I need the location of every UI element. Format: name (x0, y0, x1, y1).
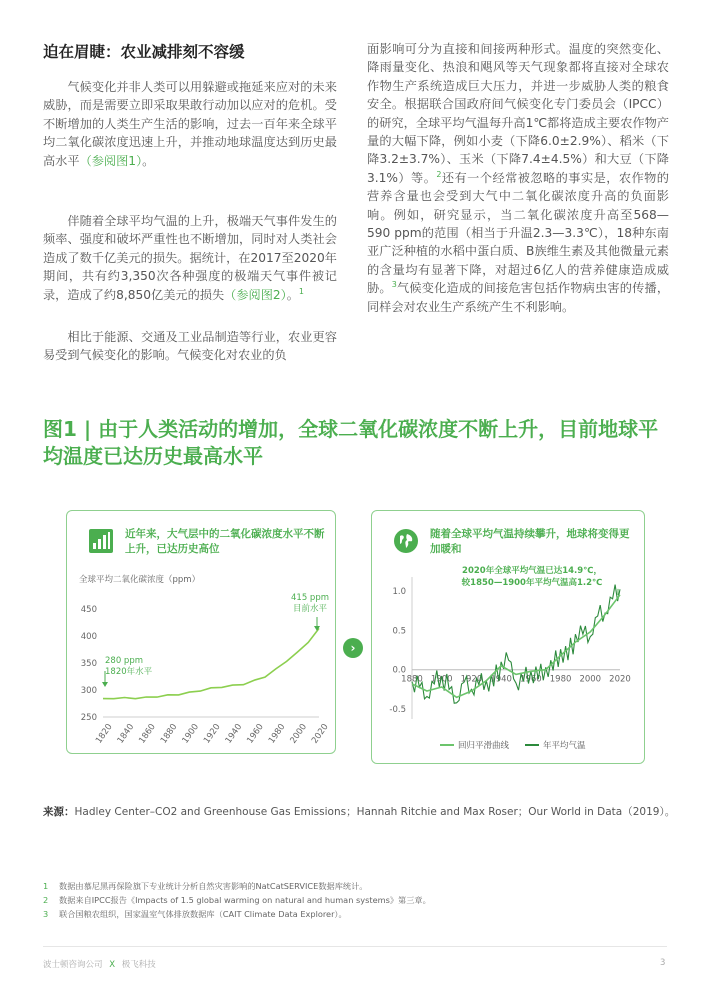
figure-reference-link[interactable]: （参阅图1） (79, 153, 143, 168)
footer-divider (43, 946, 667, 947)
body-paragraph-right: 面影响可分为直接和间接两种形式。温度的突然变化、降雨量变化、热浪和飓风等天气现象都将直接对全球农作物生产系统造成巨大压力，并进一步威胁人类的粮食安全。根据联合国政府间气候变化专门委员会（IPCC）的研究，全球平均气温每升高1℃都将造成主要农作物产量的大幅下降，例如小麦（下降6.0±2.9%）、稻米（下降3.2±3.7%）、玉米（下降7.4±4.5%）和大豆（下降3.1%）等。$^2$还有一个经常被忽略的事实是，农作物的营养含量也会受到大气中二氧化碳浓度升高的负面影响。例如，研究显示，当二氧化碳浓度升高至568—590 ppm的范围（相当于升温2.3—3.3℃），18种东南亚广泛种植的水稻中蛋白质、B族维生素及其他微量元素的含量均有显著下降，对超过6亿人的营养健康造成威胁。$^3$气候变化造成的间接危害包括作物病虫害的传播，同样会对农业生产系统产生不利影响。 (367, 42, 670, 314)
co2-x-tick-label: 1840 (115, 722, 137, 746)
co2-y-tick-label: 350 (80, 659, 97, 669)
footnote-marker[interactable]: 3 (391, 280, 397, 290)
body-paragraph-3: 相比于能源、交通及工业品制造等行业，农业更容易受到气候变化的影响。气候变化对农业的负 (43, 330, 337, 363)
chevron-right-icon: › (343, 638, 363, 658)
co2-x-tick-label: 2000 (288, 722, 310, 746)
temp-x-tick-label: 2000 (579, 674, 602, 685)
footnote-2: 2 数据来自IPCC报告《Impacts of 1.5 global warming on natural and human systems》第三章。 (43, 895, 431, 905)
temp-x-tick-label: 1940 (490, 674, 512, 685)
temperature-annotation: 2020年全球平均气温已达14.9℃， 较1850—1900年平均气温高1.2℃ (461, 566, 603, 588)
co2-chart-panel (66, 510, 336, 754)
footer-brand: 波士顿咨询公司 X 极飞科技 (43, 960, 156, 970)
footnote-marker[interactable]: 1 (298, 286, 305, 296)
temp-x-tick-label: 1900 (430, 674, 453, 685)
temp-y-tick-label: 0.0 (392, 665, 406, 676)
co2-x-tick-label: 1880 (158, 722, 180, 746)
co2-start-annotation: 280 ppm 1820年水平 (105, 656, 153, 677)
source-note: 来源：Hadley Center–CO2 and Greenhouse Gas Emissions；Hannah Ritchie and Max Roser；Our World in Data（2019）。 (43, 806, 676, 818)
legend-label-smooth: 回归平滑曲线 (458, 741, 510, 751)
co2-x-tick-label: 1860 (137, 722, 158, 746)
co2-x-tick-label: 1820 (94, 722, 115, 746)
co2-y-tick-label: 250 (80, 713, 97, 723)
temperature-chart-panel (371, 510, 645, 764)
legend-swatch-annual (525, 744, 539, 746)
temp-y-tick-label: 1.0 (392, 586, 406, 597)
co2-y-tick-label: 450 (80, 605, 97, 615)
temp-annual-series-line (412, 585, 620, 704)
co2-x-tick-label: 1980 (266, 722, 288, 746)
page-number: 3 (660, 958, 666, 968)
temp-y-tick-label: -0.5 (389, 705, 406, 716)
legend-label-annual: 年平均气温 (543, 741, 586, 751)
footnote-marker[interactable]: 2 (436, 169, 442, 179)
figure-reference-link[interactable]: （参阅图2） (224, 287, 287, 302)
temp-x-tick-label: 1920 (460, 674, 483, 685)
temp-y-tick-label: 0.5 (392, 626, 406, 637)
co2-x-tick-label: 2020 (310, 722, 331, 746)
co2-y-tick-label: 400 (80, 632, 97, 642)
co2-line-chart (67, 511, 335, 753)
temp-x-tick-label: 1980 (549, 674, 572, 685)
co2-x-tick-label: 1900 (180, 722, 202, 746)
co2-panel-heading: 近年来，大气层中的二氧化碳浓度水平不断上升，已达历史高位 (125, 528, 325, 555)
co2-x-tick-label: 1960 (245, 722, 266, 746)
body-paragraph-1: 气候变化并非人类可以用躲避或拖延来应对的未来威胁，而是需要立即采取果敢行动加以应对的危机。受不断增加的人类生产生活的影响，过去一百年来全球平均二氧化碳浓度迅速上升，并推动地球温度达到历史最高水平（参阅图1）。 (43, 80, 337, 168)
footnote-3: 3 联合国粮农组织，国家温室气体排放数据库（CAIT Climate Data Explorer）。 (43, 909, 347, 919)
section-title: 迫在眉睫：农业减排刻不容缓 (43, 43, 245, 61)
co2-start-arrowhead (102, 682, 108, 687)
co2-end-annotation: 415 ppm 目前水平 (291, 593, 329, 614)
temp-x-tick-label: 1960 (520, 674, 542, 685)
body-paragraph-2: 伴随着全球平均气温的上升，极端天气事件发生的频率、强度和破坏严重性也不断增加，同时对人类社会造成了数千亿美元的损失。据统计，在2017至2020年期间，共有约3,350次各种强度的极端天气事件被记录，造成了约8,850亿美元的损失（参阅图2）。$^1$ (43, 214, 337, 302)
temperature-line-chart (372, 511, 644, 763)
temp-x-tick-label: 2020 (609, 674, 631, 685)
temperature-legend (440, 739, 586, 751)
temp-x-tick-label: 1880 (401, 674, 423, 685)
footnote-1: 1 数据由慕尼黑再保险旗下专业统计分析自然灾害影响的NatCatSERVICE数据库统计。 (43, 881, 368, 891)
co2-x-tick-label: 1920 (202, 722, 223, 746)
legend-swatch-smooth (440, 744, 454, 746)
figure-title: 图1 | 由于人类活动的增加，全球二氧化碳浓度不断上升，目前地球平均温度已达历史最高水平 (43, 417, 659, 468)
co2-y-axis-label: 全球平均二氧化碳浓度（ppm） (79, 575, 201, 585)
co2-x-tick-label: 1940 (223, 722, 245, 746)
temperature-panel-heading: 随着全球平均气温持续攀升，地球将变得更加暖和 (430, 528, 630, 555)
co2-y-tick-label: 300 (80, 686, 97, 696)
